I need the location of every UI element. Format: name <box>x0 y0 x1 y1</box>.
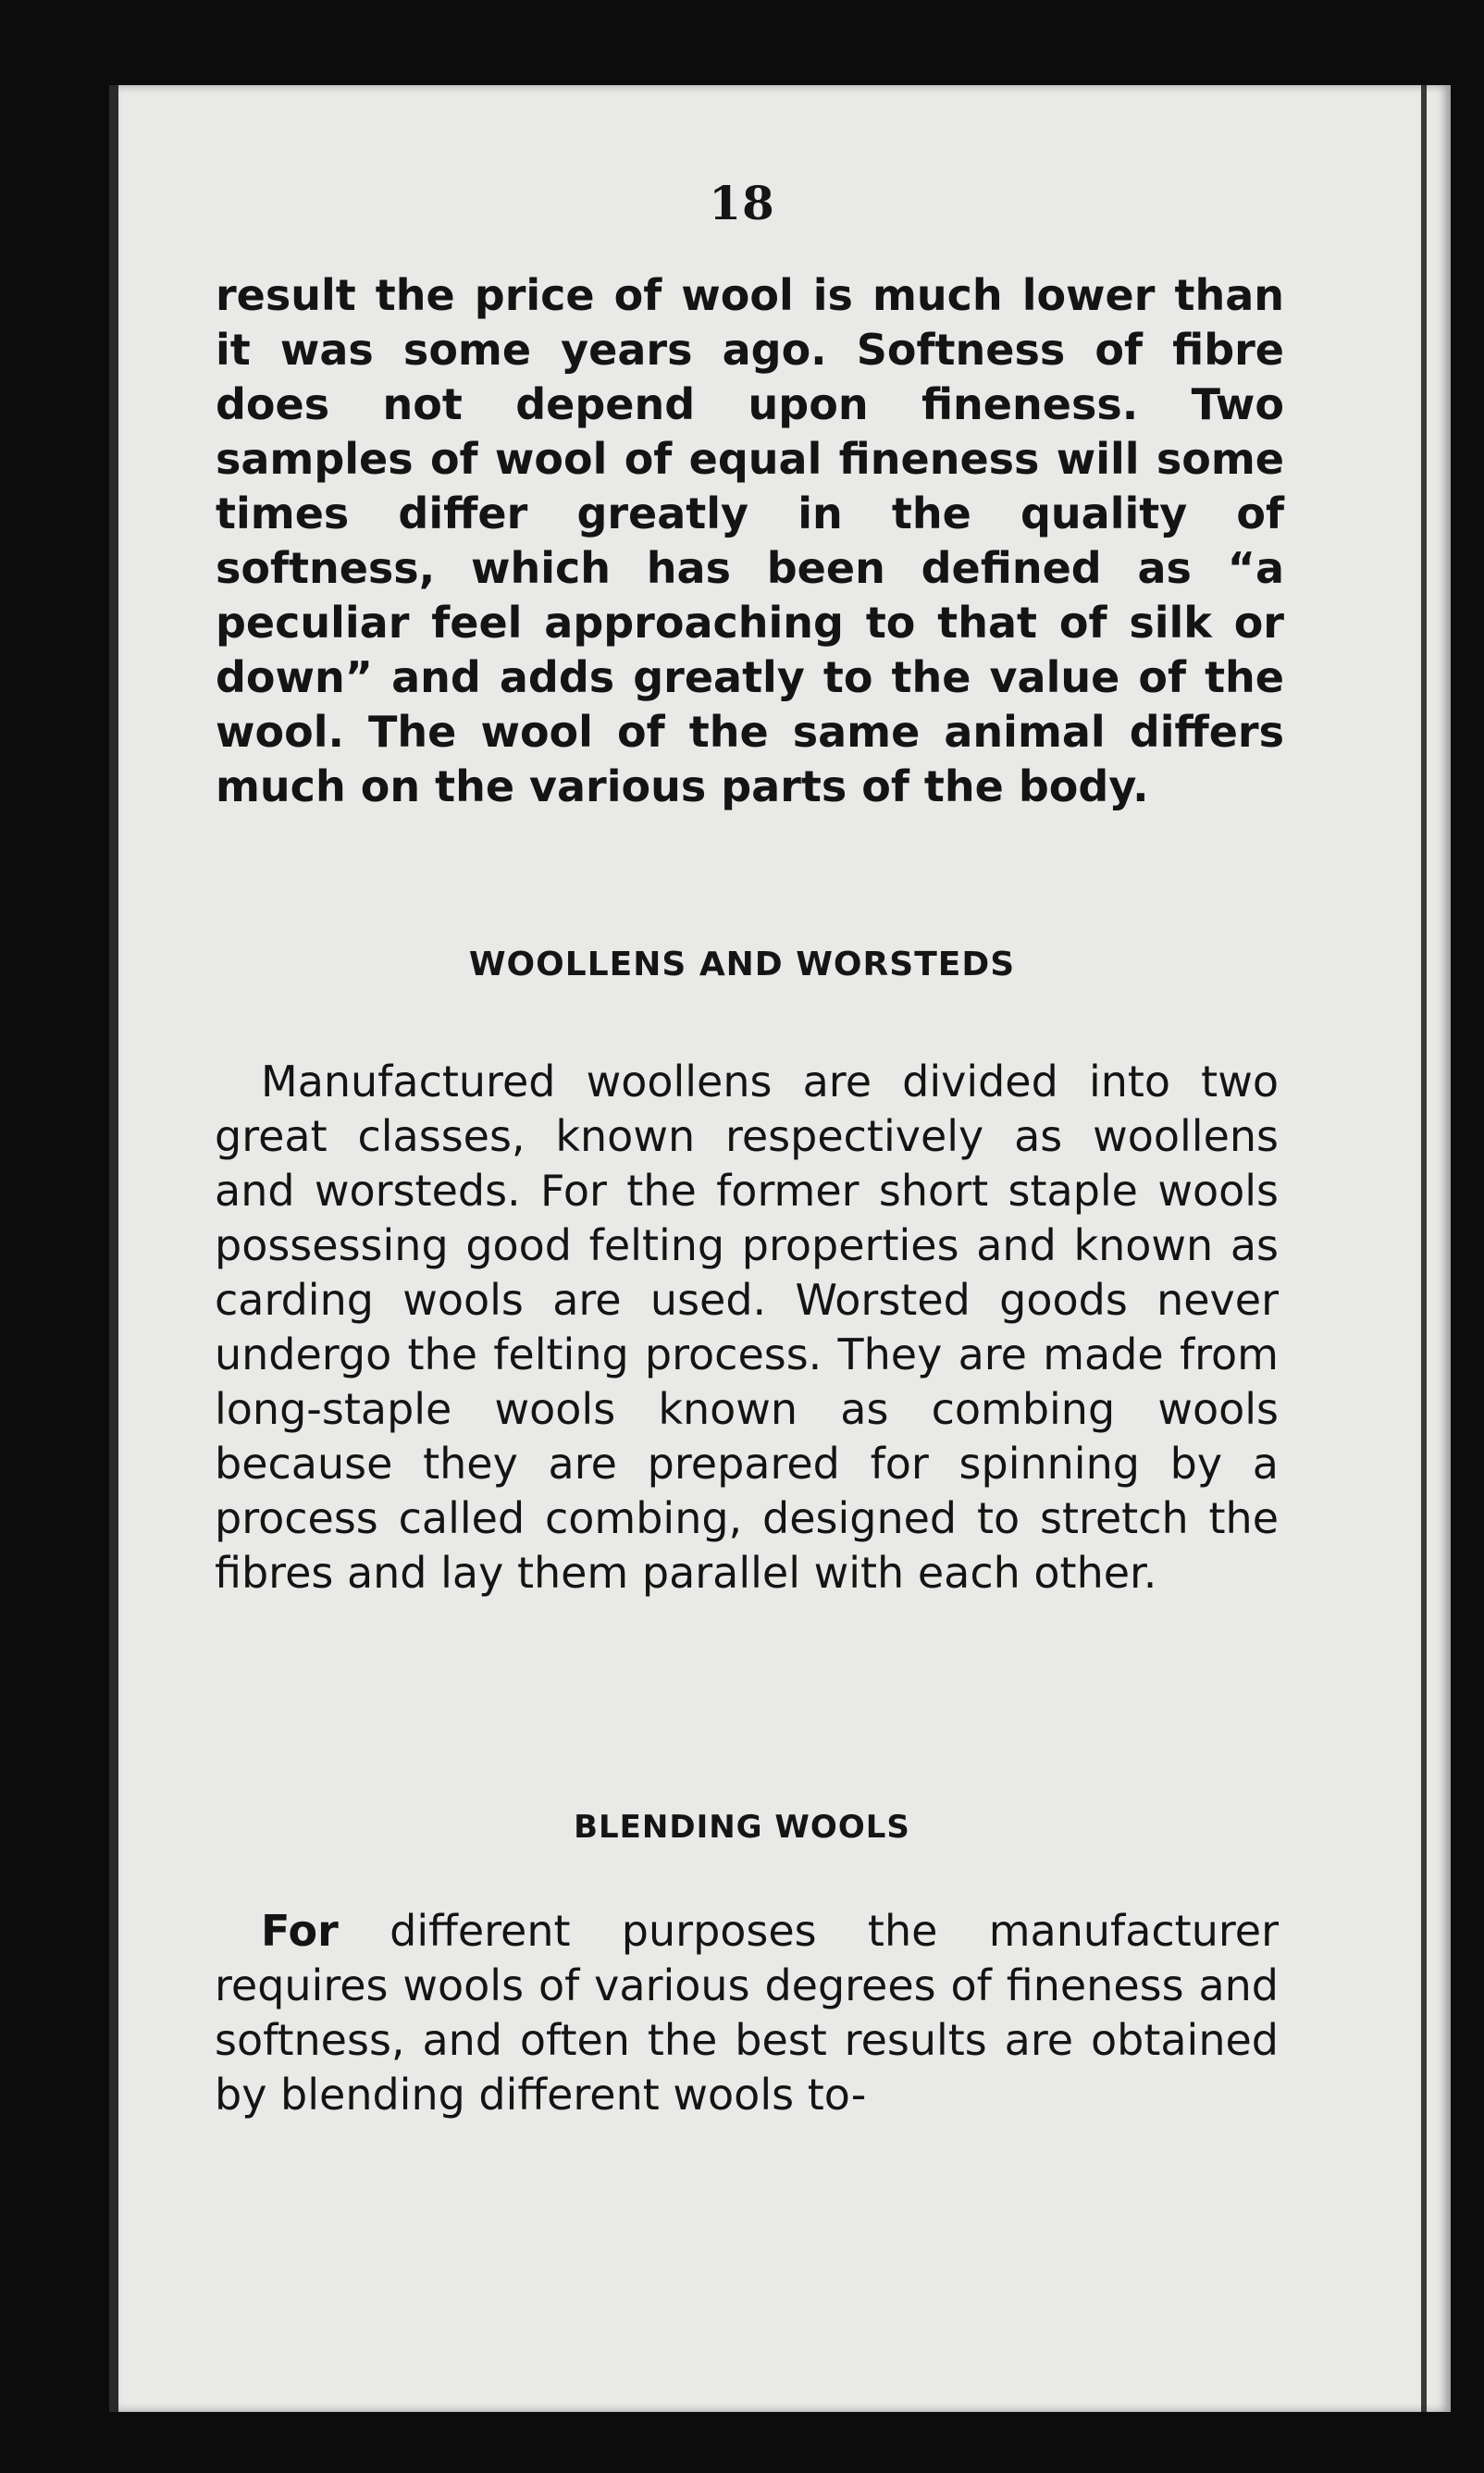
page-number: 18 <box>709 176 775 230</box>
heading-woollens-and-worsteds: WOOLLENS AND WORSTEDS <box>468 946 1016 983</box>
paragraph-lead-word: For <box>261 1906 339 1956</box>
paragraph-woollens-and-worsteds: Manufactured woollens are divided into two great classes, known respectively as woollens and worsteds. For the former short staple wools possessing good felting properties and known as carding wools are used. Worsted goods never undergo the felting process. They are made from long-staple wools known as combing wools because they are prepared for spinning by a process called combing, designed to stretch the fibres and lay them parallel with each other. <box>215 1057 1279 1598</box>
heading-blending-wools: BLENDING WOOLS <box>574 1809 910 1846</box>
paragraph-blending-wools <box>215 1904 1279 2122</box>
page-edge-shadow <box>1421 85 1427 2412</box>
paragraph-softness-of-fibre: result the price of wool is much lower than it was some years ago. Softness of fibre does not depend upon fineness. Two samples of wool of equal fineness will some times differ greatly in the quality of softness, which has been defined as “a peculiar feel approaching to that of silk or down” and adds greatly to the value of the wool. The wool of the same animal differs much on the various parts of the body. <box>216 270 1284 811</box>
paragraph-body: different purposes the manufacturer requires wools of various degrees of fineness and softness, and often the best results are obtained by blending different wools to- <box>215 1906 1279 2120</box>
